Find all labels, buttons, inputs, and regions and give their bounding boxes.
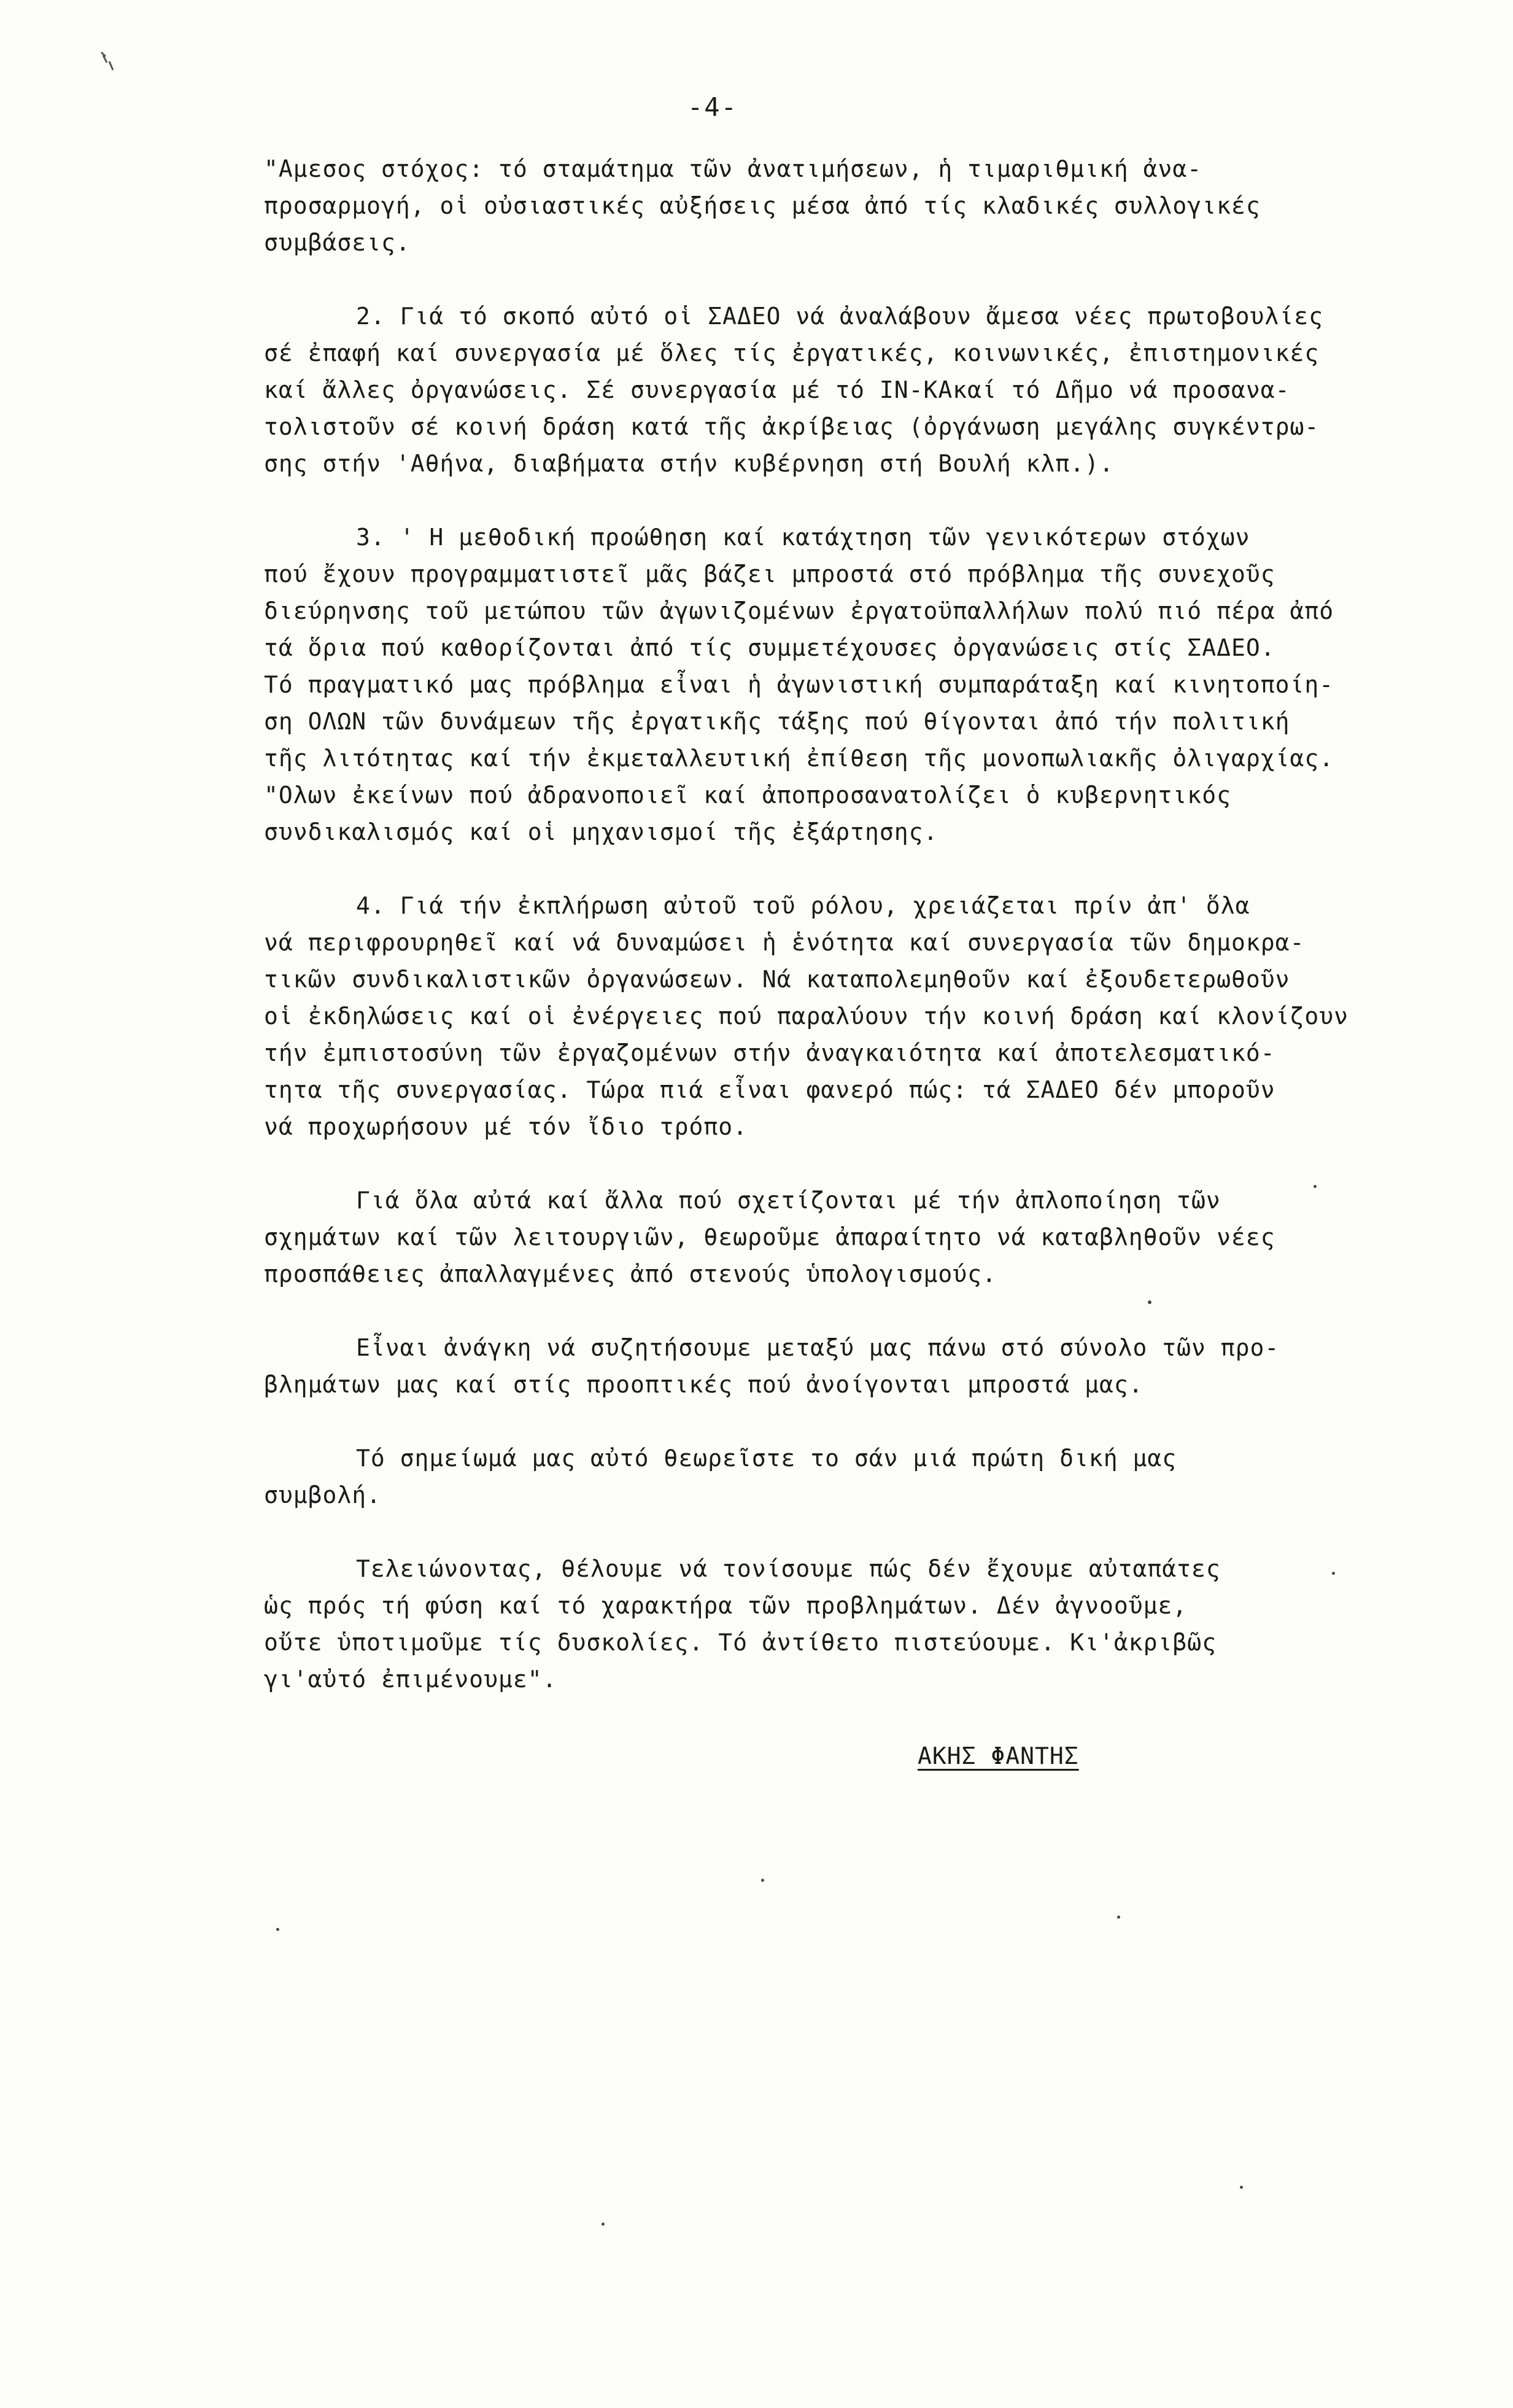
text-line: τολιστοῦν σέ κοινή δράση κατά τῆς ἀκρίβειας (ὀργάνωση μεγάλης συγκέντρω- xyxy=(264,413,1320,440)
scan-speck xyxy=(1314,1185,1317,1188)
text-line: 4. Γιά τήν ἐκπλήρωση αὐτοῦ τοῦ ρόλου, χρειάζεται πρίν ἀπ' ὅλα xyxy=(356,892,1250,919)
scan-speck xyxy=(276,1928,279,1931)
text-line: "Αμεσος στόχος: τό σταμάτημα τῶν ἀνατιμήσεων, ἡ τιμαριθμική ἀνα- xyxy=(264,155,1202,182)
text-line: προσπάθειες ἀπαλλαγμένες ἀπό στενούς ὑπολογισμούς. xyxy=(264,1260,997,1288)
text-line: 3. ' Η μεθοδική προώθηση καί κατάχτηση τῶν γενικότερων στόχων xyxy=(356,524,1250,551)
text-line: οὔτε ὑποτιμοῦμε τίς δυσκολίες. Τό ἀντίθετο πιστεύουμε. Κι'ἀκριβῶς xyxy=(264,1629,1217,1656)
text-line: τήν ἐμπιστοσύνη τῶν ἐργαζομένων στήν ἀναγκαιότητα καί ἀποτελεσματικό- xyxy=(264,1039,1275,1066)
text-line: 2. Γιά τό σκοπό αὐτό οἱ ΣΑΔΕΟ νά ἀναλάβουν ἄμεσα νέες πρωτοβουλίες xyxy=(356,303,1323,330)
text-line: γι'αὐτό ἐπιμένουμε". xyxy=(264,1666,557,1693)
text-line: τικῶν συνδικαλιστικῶν ὀργανώσεων. Νά καταπολεμηθοῦν καί ἐξουδετερωθοῦν xyxy=(264,966,1290,993)
text-line: Τελειώνοντας, θέλουμε νά τονίσουμε πώς δέν ἔχουμε αὐταπάτες xyxy=(356,1555,1221,1582)
text-line: τῆς λιτότητας καί τήν ἐκμεταλλευτική ἐπίθεση τῆς μονοπωλιακῆς ὀλιγαρχίας. xyxy=(264,745,1334,772)
paragraph-point-2 xyxy=(264,298,1323,482)
letter-body xyxy=(264,150,1349,1734)
text-line: βλημάτων μας καί στίς προοπτικές πού ἀνοίγονται μπροστά μας. xyxy=(264,1371,1143,1398)
text-line: καί ἄλλες ὀργανώσεις. Σέ συνεργασία μέ τό ΙΝ-ΚΑκαί τό Δῆμο νά προσανα- xyxy=(264,376,1290,403)
scan-speck xyxy=(1148,1300,1151,1304)
text-line: ὡς πρός τή φύση καί τό χαρακτήρα τῶν προβλημάτων. Δέν ἀγνοοῦμε, xyxy=(264,1592,1188,1619)
text-line: συμβολή. xyxy=(264,1482,382,1509)
page-number: -4- xyxy=(687,92,738,122)
scan-speck xyxy=(1332,1572,1335,1575)
text-line: Γιά ὅλα αὐτά καί ἄλλα πού σχετίζονται μέ τήν ἀπλοποίηση τῶν xyxy=(356,1187,1221,1214)
text-line: συνδικαλισμός καί οἱ μηχανισμοί τῆς ἐξάρτησης. xyxy=(264,818,938,845)
text-line: νά περιφρουρηθεῖ καί νά δυναμώσει ἡ ἑνότητα καί συνεργασία τῶν δημοκρα- xyxy=(264,929,1305,956)
scan-speck xyxy=(1117,1916,1120,1919)
text-line: ση ΟΛΩΝ τῶν δυνάμεων τῆς ἐργατικῆς τάξης πού θίγονται ἀπό τήν πολιτική xyxy=(264,708,1290,735)
text-line: τά ὅρια πού καθορίζονται ἀπό τίς συμμετέχουσες ὀργανώσεις στίς ΣΑΔΕΟ. xyxy=(264,634,1275,661)
text-line: νά προχωρήσουν μέ τόν ἴδιο τρόπο. xyxy=(264,1113,748,1140)
paragraph-closing xyxy=(264,1550,1320,1698)
text-line: Τό πραγματικό μας πρόβλημα εἶναι ἡ ἀγωνιστική συμπαράταξη καί κινητοποίη- xyxy=(264,671,1334,698)
paragraph-simplification xyxy=(264,1182,1320,1292)
scan-mark xyxy=(98,49,117,74)
paragraph-immediate-goal xyxy=(264,150,1320,261)
text-line: διεύρηνσης τοῦ μετώπου τῶν ἀγωνιζομένων ἐργατοϋπαλλήλων πολύ πιό πέρα ἀπό xyxy=(264,597,1334,624)
text-line: Εἶναι ἀνάγκη νά συζητήσουμε μεταξύ μας πάνω στό σύνολο τῶν προ- xyxy=(356,1334,1280,1361)
paragraph-point-4 xyxy=(264,887,1349,1145)
text-line: σέ ἐπαφή καί συνεργασία μέ ὅλες τίς ἐργατικές, κοινωνικές, ἐπιστημονικές xyxy=(264,340,1320,367)
text-line: πού ἔχουν προγραμματιστεῖ μᾶς βάζει μπροστά στό πρόβλημα τῆς συνεχοῦς xyxy=(264,561,1275,588)
text-line: σχημάτων καί τῶν λειτουργιῶν, θεωροῦμε ἀπαραίτητο νά καταβληθοῦν νέες xyxy=(264,1224,1275,1251)
signature-name: ΑΚΗΣ ΦΑΝΤΗΣ xyxy=(918,1742,1079,1769)
paragraph-discussion xyxy=(264,1329,1320,1403)
paragraph-contribution xyxy=(264,1440,1320,1513)
text-line: Τό σημείωμά μας αὐτό θεωρεῖστε το σάν μιά πρώτη δική μας xyxy=(356,1445,1177,1472)
scan-speck xyxy=(761,1879,764,1882)
text-line: προσαρμογή, οἱ οὐσιαστικές αὐξήσεις μέσα ἀπό τίς κλαδικές συλλογικές xyxy=(264,192,1261,219)
scan-speck xyxy=(602,2223,605,2226)
text-line: οἱ ἐκδηλώσεις καί οἱ ἐνέργειες πού παραλύουν τήν κοινή δράση καί κλονίζουν xyxy=(264,1003,1349,1030)
scan-speck xyxy=(1240,2186,1243,2189)
text-line: "Ολων ἐκείνων πού ἀδρανοποιεῖ καί ἀποπροσανατολίζει ὁ κυβερνητικός xyxy=(264,782,1231,809)
text-line: σης στήν 'Αθήνα, διαβήματα στήν κυβέρνηση στή Βουλή κλπ.). xyxy=(264,450,1114,477)
paragraph-point-3 xyxy=(264,519,1334,850)
text-line: τητα τῆς συνεργασίας. Τώρα πιά εἶναι φανερό πώς: τά ΣΑΔΕΟ δέν μποροῦν xyxy=(264,1076,1275,1103)
text-line: συμβάσεις. xyxy=(264,229,411,256)
